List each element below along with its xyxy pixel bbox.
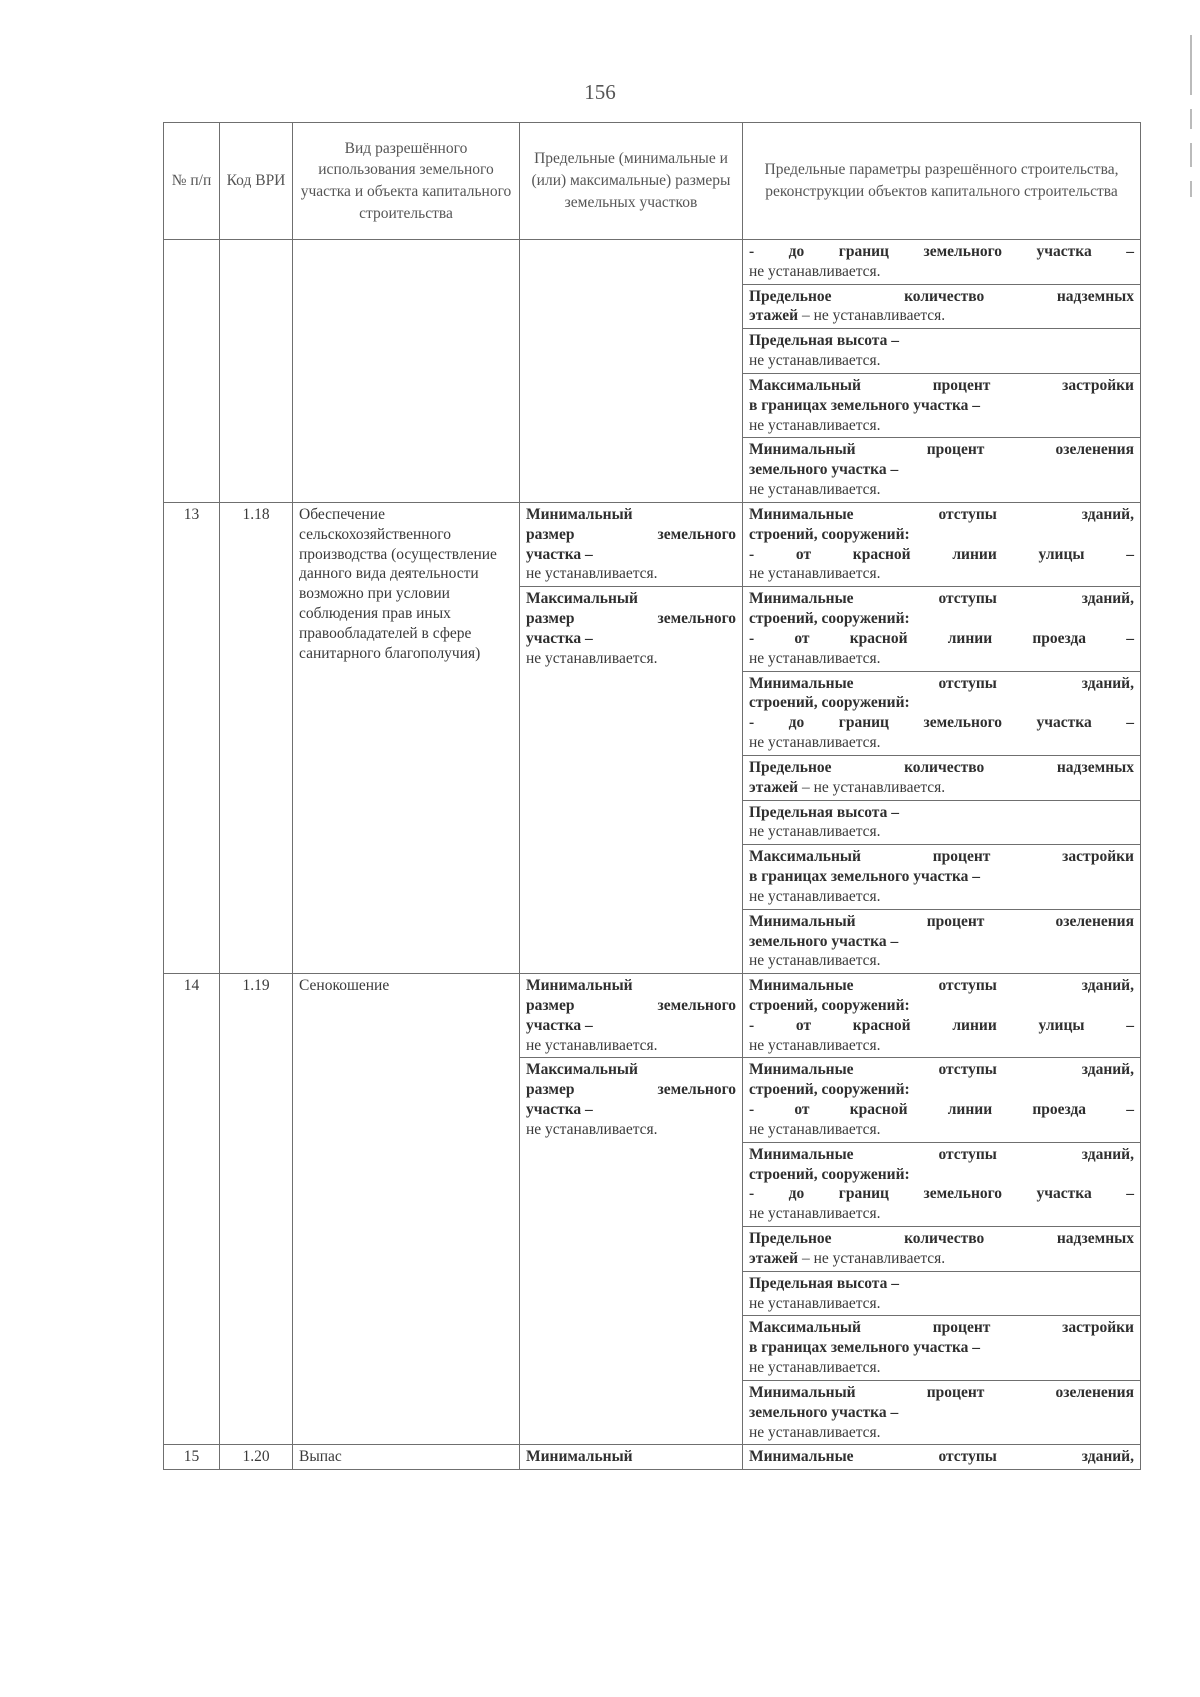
cell-max-lot: Максимальный размер земельного участка – не устанавливается.: [520, 587, 743, 974]
param-passage-setback: Минимальные отступы зданий, строений, сооружений: - от красной линии проезда – не устанавливается.: [743, 1058, 1141, 1142]
cell-min-lot: Минимальный размер земельного участка – не устанавливается.: [520, 974, 743, 1058]
cell-use: Сенокошение: [293, 974, 520, 1445]
cell-number: 14: [164, 974, 220, 1445]
cell-min-lot: Минимальный: [520, 1445, 743, 1470]
cell-use: Выпас: [293, 1445, 520, 1470]
param-boundary-setback: Минимальные отступы зданий, строений, сооружений: - до границ земельного участка – не устанавливается.: [743, 671, 1141, 755]
table-row: [164, 240, 1141, 285]
param-floors: Предельное количество надземных этажей – не устанавливается.: [743, 755, 1141, 800]
cell-code: 1.18: [220, 502, 293, 973]
cell-lot: [520, 240, 743, 503]
header-permitted-use: Вид разрешённого использования земельного участка и объекта капитального строительства: [293, 123, 520, 240]
param-greening: Минимальный процент озеленения земельного участка – не устанавливается.: [743, 909, 1141, 973]
param-street-setback: Минимальные отступы зданий, строений, сооружений: - от красной линии улицы – не устанавливается.: [743, 974, 1141, 1058]
page-number: 156: [584, 80, 616, 104]
cell-min-lot: Минимальный размер земельного участка – не устанавливается.: [520, 502, 743, 586]
cell-code: 1.20: [220, 1445, 293, 1470]
param-floors: Предельное количество надземных этажей – не устанавливается.: [743, 1227, 1141, 1272]
cell-code: 1.19: [220, 974, 293, 1445]
header-build-params: Предельные параметры разрешённого строительства, реконструкции объектов капитального строительства: [743, 123, 1141, 240]
param-greening: Минимальный процент озеленения земельного участка – не устанавливается.: [743, 1380, 1141, 1444]
param-floors: Предельное количество надземных этажей – не устанавливается.: [743, 284, 1141, 329]
param-coverage: Максимальный процент застройки в границах земельного участка – не устанавливается.: [743, 1316, 1141, 1380]
cell-use: Обеспечение сельскохозяйственного производства (осуществление данного вида деятельности возможно при условии соблюдения прав иных правообладателей в сфере санитарного благополучия): [293, 502, 520, 973]
param-setback: Минимальные отступы зданий,: [743, 1445, 1141, 1470]
param-height: Предельная высота – не устанавливается.: [743, 800, 1141, 845]
param-height: Предельная высота – не устанавливается.: [743, 329, 1141, 374]
table-row: [164, 502, 1141, 586]
cell-number: 15: [164, 1445, 220, 1470]
param-height: Предельная высота – не устанавливается.: [743, 1271, 1141, 1316]
scan-edge-marks: [1190, 35, 1194, 211]
header-code: Код ВРИ: [220, 123, 293, 240]
param-boundary-setback: - до границ земельного участка – не устанавливается.: [743, 240, 1141, 285]
cell-number: [164, 240, 220, 503]
cell-number: 13: [164, 502, 220, 973]
regulations-table: [163, 122, 1141, 1470]
header-lot-size: Предельные (минимальные и (или) максимальные) размеры земельных участков: [520, 123, 743, 240]
table-header-row: [164, 123, 1141, 240]
param-passage-setback: Минимальные отступы зданий, строений, сооружений: - от красной линии проезда – не устанавливается.: [743, 587, 1141, 671]
cell-use: [293, 240, 520, 503]
param-coverage: Максимальный процент застройки в границах земельного участка – не устанавливается.: [743, 373, 1141, 437]
table-row: [164, 1445, 1141, 1470]
param-boundary-setback: Минимальные отступы зданий, строений, сооружений: - до границ земельного участка – не устанавливается.: [743, 1142, 1141, 1226]
param-greening: Минимальный процент озеленения земельного участка – не устанавливается.: [743, 438, 1141, 502]
param-street-setback: Минимальные отступы зданий, строений, сооружений: - от красной линии улицы – не устанавливается.: [743, 502, 1141, 586]
cell-code: [220, 240, 293, 503]
header-number: № п/п: [164, 123, 220, 240]
param-coverage: Максимальный процент застройки в границах земельного участка – не устанавливается.: [743, 845, 1141, 909]
cell-max-lot: Максимальный размер земельного участка – не устанавливается.: [520, 1058, 743, 1445]
table-row: [164, 974, 1141, 1058]
